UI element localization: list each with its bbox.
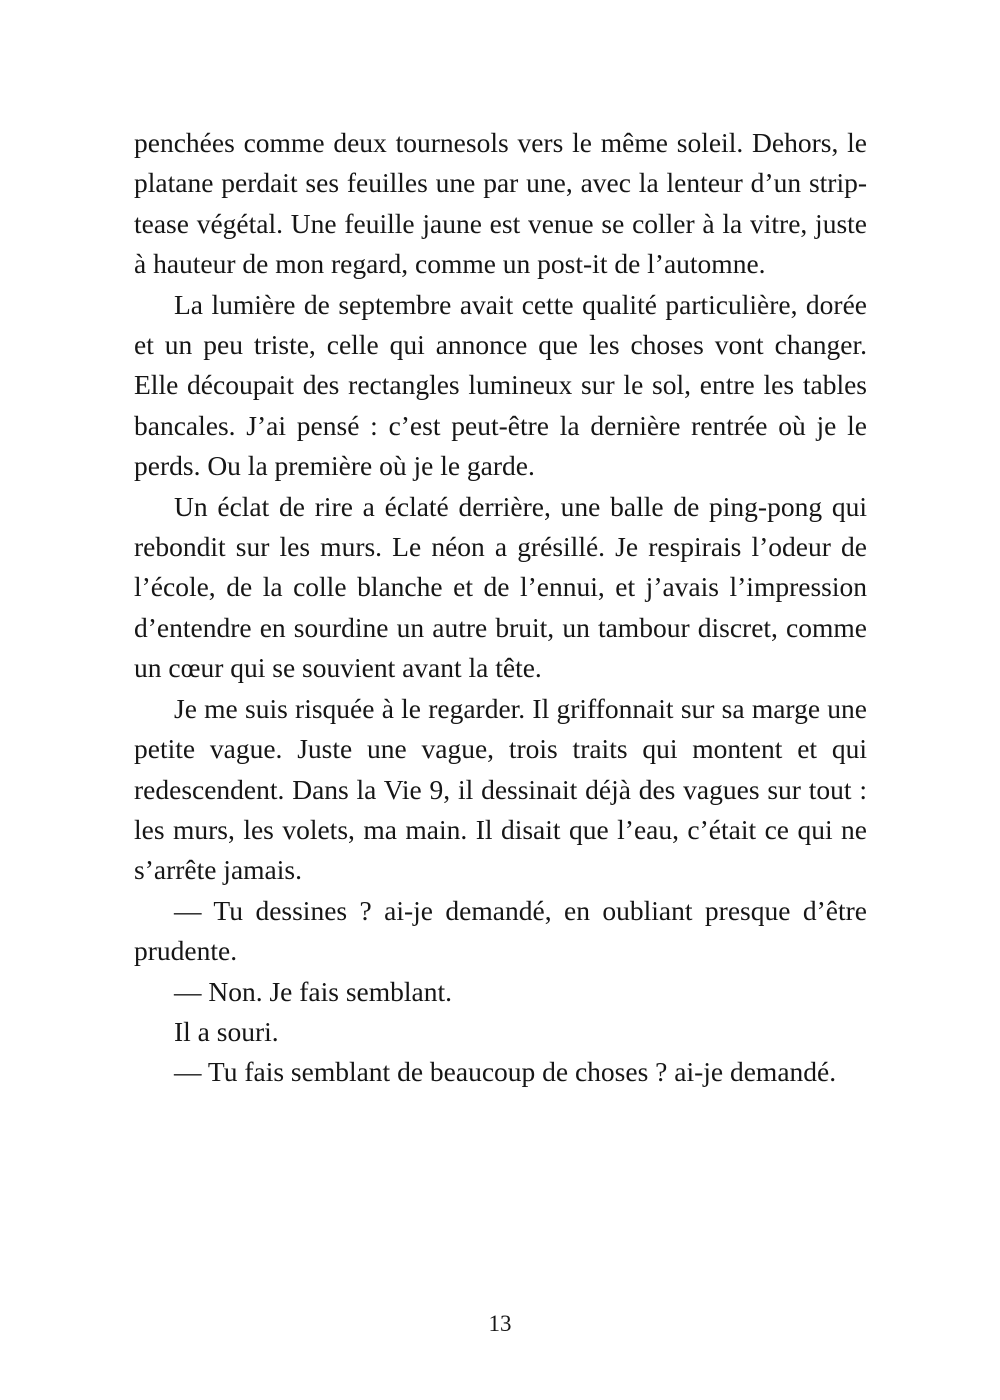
paragraph: Un éclat de rire a éclaté derrière, une balle de ping-pong qui rebondit sur les murs. Le néon a grésillé. Je respirais l’odeur de l’école, de la colle blanche et de l’ennui, et j’avais l’impression d’entendre en sourdine un autre bruit, un tambour discret, comme un cœur qui se souvient avant la tête. xyxy=(134,490,867,684)
paragraph: Je me suis risquée à le regarder. Il griffonnait sur sa marge une petite vague. Juste une vague, trois traits qui montent et qui redescendent. Dans la Vie 9, il dessinait déjà des vagues sur tout : les murs, les volets, ma main. Il disait que l’eau, c’était ce qui ne s’arrête jamais. xyxy=(134,692,867,886)
dialogue-line: — Non. Je fais semblant. xyxy=(174,975,453,1007)
page-number: 13 xyxy=(488,1311,512,1336)
paragraph: Il a souri. xyxy=(174,1015,279,1047)
dialogue-line: — Tu dessines ? ai-je demandé, en oubliant presque d’être prudente. xyxy=(134,894,867,967)
paragraph: penchées comme deux tournesols vers le même soleil. Dehors, le platane perdait ses feuilles une par une, avec la lenteur d’un strip-tease végétal. Une feuille jaune est venue se coller à la vitre, juste à hauteur de mon regard, comme un post-it de l’automne. xyxy=(134,127,867,280)
dialogue-line: — Tu fais semblant de beaucoup de choses ? ai-je demandé. xyxy=(174,1056,837,1088)
body-text xyxy=(134,123,867,1093)
paragraph: La lumière de septembre avait cette qualité particulière, dorée et un peu triste, celle qui annonce que les choses vont changer. Elle découpait des rectangles lumineux sur le sol, entre les tables bancales. J’ai pensé : c’est peut-être la dernière rentrée où je le perds. Ou la première où je le garde. xyxy=(134,288,867,482)
